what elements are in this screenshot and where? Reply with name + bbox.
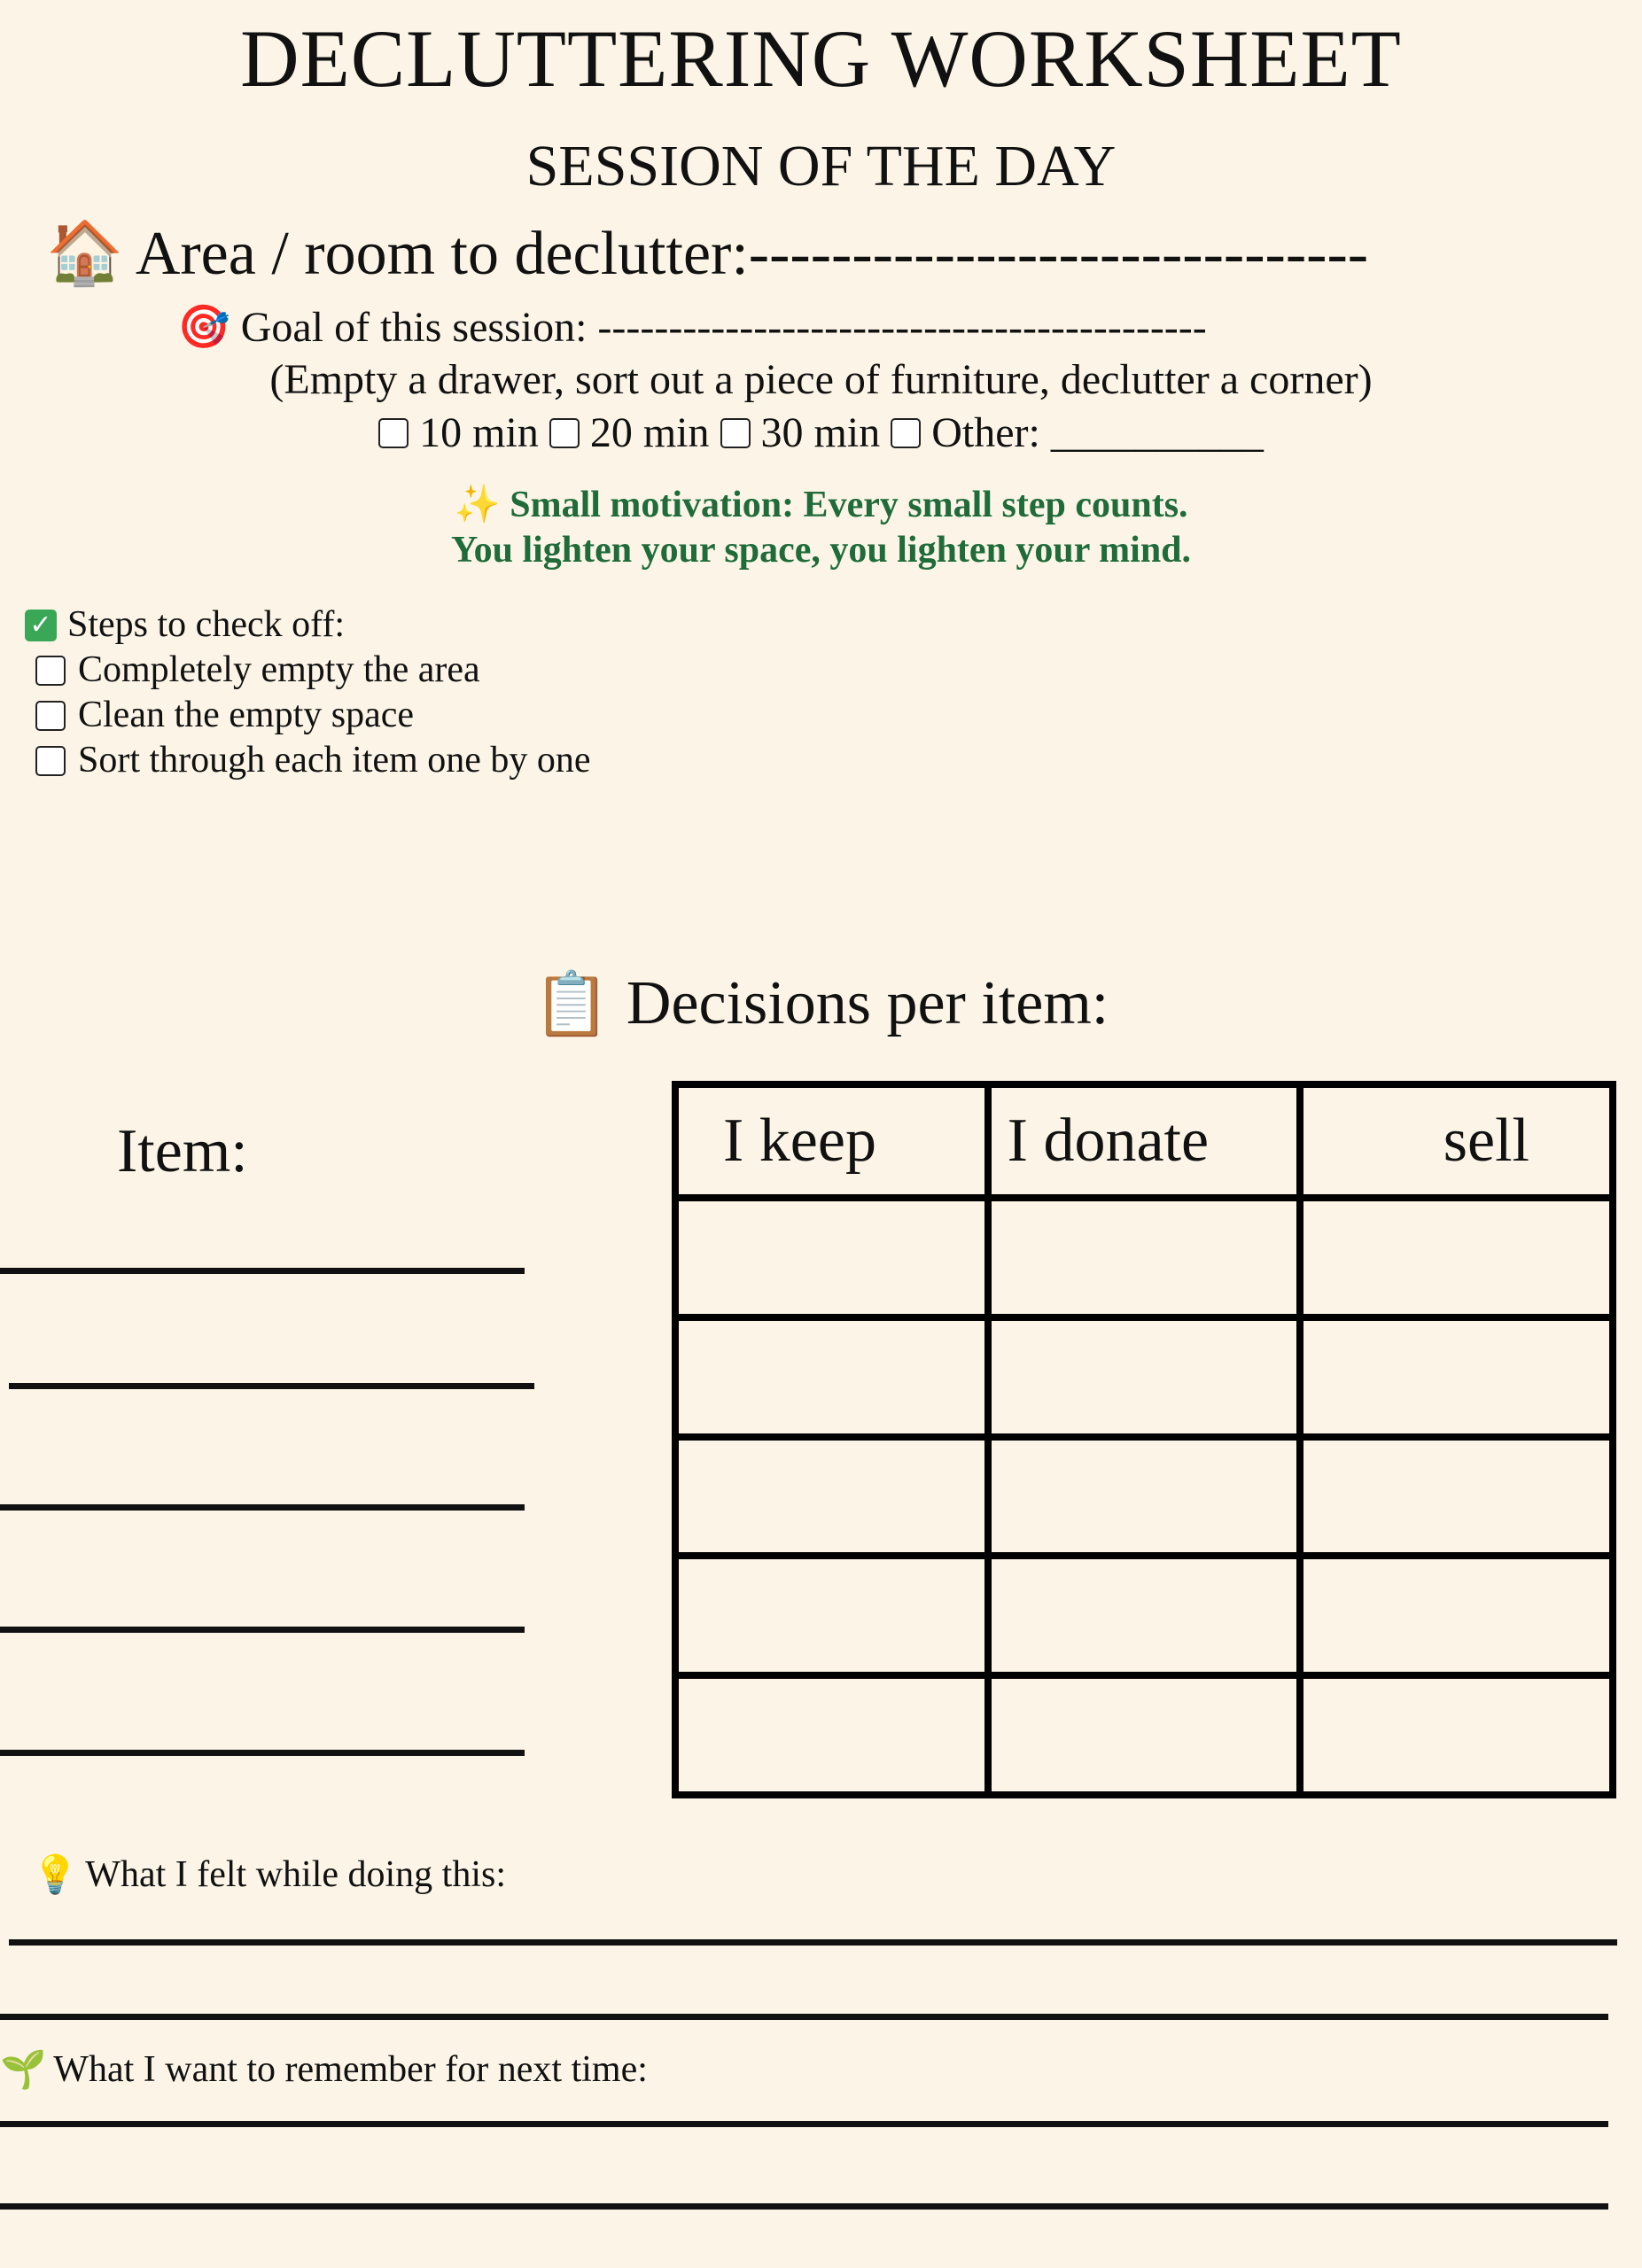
keep-cell[interactable] — [675, 1198, 988, 1317]
keep-cell[interactable] — [675, 1317, 988, 1437]
step-item[interactable] — [25, 648, 591, 693]
table-row — [675, 1675, 1613, 1795]
steps-heading — [25, 602, 591, 648]
column-header-sell: sell — [1300, 1084, 1613, 1198]
motivation-line-2: You lighten your space, you lighten your mind. — [450, 530, 1192, 571]
item-column-label: Item: — [117, 1117, 248, 1185]
duration-option-other[interactable] — [891, 409, 1264, 456]
worksheet-title: DECLUTTERING WORKSHEET — [240, 13, 1402, 104]
area-field[interactable] — [46, 216, 1369, 289]
remember-section-label — [0, 2047, 648, 2091]
felt-write-line[interactable] — [9, 1939, 1617, 1946]
table-row — [675, 1437, 1613, 1557]
checkbox[interactable] — [378, 418, 409, 448]
checkbox[interactable] — [549, 418, 580, 448]
checkbox[interactable] — [35, 746, 66, 776]
sparkles-icon: ✨ — [454, 482, 501, 525]
steps-heading-label: Steps to check off: — [67, 604, 345, 645]
sell-cell[interactable] — [1300, 1198, 1613, 1317]
clipboard-icon: 📋 — [533, 967, 611, 1040]
step-label: Completely empty the area — [78, 649, 480, 690]
decisions-heading — [0, 967, 1642, 1040]
donate-cell[interactable] — [988, 1437, 1301, 1557]
felt-section-label — [32, 1852, 507, 1896]
decisions-title: Decisions per item: — [626, 969, 1109, 1037]
green-checkbox-icon: ✓ — [25, 610, 57, 641]
duration-label: 30 min — [760, 409, 881, 456]
duration-options — [0, 409, 1642, 456]
item-write-line[interactable] — [9, 1383, 534, 1389]
duration-label: 20 min — [589, 409, 710, 456]
seedling-icon: 🌱 — [0, 2047, 47, 2091]
worksheet-subtitle: SESSION OF THE DAY — [525, 134, 1117, 198]
step-label: Sort through each item one by one — [78, 740, 591, 781]
house-icon: 🏠 — [46, 216, 124, 289]
decision-table — [672, 1081, 1616, 1798]
duration-label: 10 min — [419, 409, 539, 456]
table-header-row — [675, 1084, 1613, 1198]
sell-cell[interactable] — [1300, 1675, 1613, 1795]
sell-cell[interactable] — [1300, 1556, 1613, 1675]
step-item[interactable] — [25, 693, 591, 738]
checkbox[interactable] — [891, 418, 921, 448]
step-item[interactable] — [25, 738, 591, 783]
area-label: Area / room to declutter:------------------------------ — [135, 220, 1369, 288]
target-icon: 🎯 — [177, 302, 230, 352]
duration-option-10[interactable] — [378, 409, 539, 456]
item-write-line[interactable] — [0, 1627, 525, 1633]
keep-cell[interactable] — [675, 1437, 988, 1557]
column-header-donate: I donate — [988, 1084, 1301, 1198]
felt-write-line[interactable] — [0, 2014, 1608, 2020]
duration-option-30[interactable] — [720, 409, 881, 456]
step-label: Clean the empty space — [78, 695, 415, 735]
item-write-line[interactable] — [0, 1504, 525, 1511]
donate-cell[interactable] — [988, 1675, 1301, 1795]
lightbulb-icon: 💡 — [32, 1852, 79, 1896]
goal-label: Goal of this session: ------------------------------------------- — [240, 304, 1207, 351]
motivation-text-1: Small motivation: Every small step counts. — [510, 485, 1188, 525]
donate-cell[interactable] — [988, 1556, 1301, 1675]
keep-cell[interactable] — [675, 1675, 988, 1795]
checkbox[interactable] — [720, 418, 751, 448]
item-write-line[interactable] — [0, 1268, 525, 1274]
goal-field[interactable] — [177, 302, 1207, 352]
motivation-line-1 — [0, 482, 1642, 525]
duration-label: Other: __________ — [931, 409, 1264, 456]
keep-cell[interactable] — [675, 1556, 988, 1675]
checkbox[interactable] — [35, 701, 66, 731]
remember-write-line[interactable] — [0, 2203, 1608, 2210]
item-write-line[interactable] — [0, 1750, 525, 1756]
felt-label: What I felt while doing this: — [85, 1854, 507, 1895]
steps-checklist — [25, 602, 591, 783]
checkbox[interactable] — [35, 656, 66, 686]
sell-cell[interactable] — [1300, 1317, 1613, 1437]
remember-label: What I want to remember for next time: — [53, 2049, 648, 2090]
table-row — [675, 1556, 1613, 1675]
table-row — [675, 1198, 1613, 1317]
column-header-keep: I keep — [675, 1084, 988, 1198]
sell-cell[interactable] — [1300, 1437, 1613, 1557]
table-row — [675, 1317, 1613, 1437]
duration-option-20[interactable] — [549, 409, 710, 456]
goal-examples: (Empty a drawer, sort out a piece of furniture, declutter a corner) — [269, 356, 1373, 403]
donate-cell[interactable] — [988, 1317, 1301, 1437]
remember-write-line[interactable] — [0, 2121, 1608, 2127]
donate-cell[interactable] — [988, 1198, 1301, 1317]
